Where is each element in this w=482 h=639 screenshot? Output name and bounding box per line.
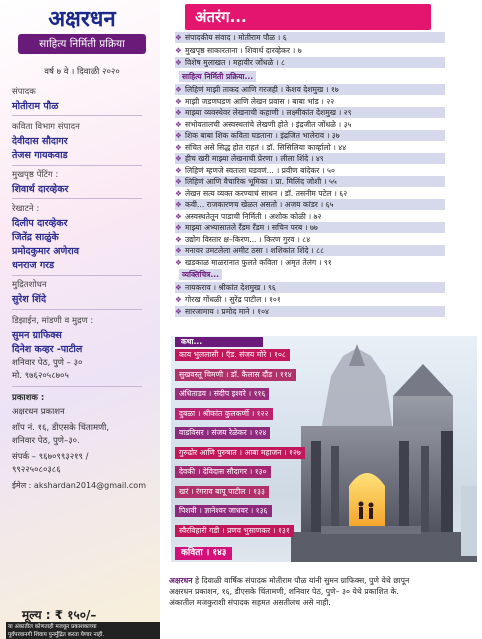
story-entry: खरं । रंगराव बापू पाटील । १३३ xyxy=(175,486,269,498)
contents-entry-text: मुखपृष्ठ साकारताना । शिवार्थ दारव्हेकर । ७ xyxy=(185,45,302,55)
bullet-icon: ❖ xyxy=(175,119,182,129)
story-entry: पिशवी । ज्ञानेश्वर जाधवर । १३६ xyxy=(175,505,272,517)
bullet-icon: ❖ xyxy=(175,188,182,198)
contents-entry xyxy=(175,142,445,153)
cover-label: मुखपृष्ठ पेंटिंग : xyxy=(12,170,59,180)
contents-entry-text: लिहिणं म्हणजे स्वतःला घडवणं... । प्रवीण बांदेकर । ५० xyxy=(185,165,335,175)
poetry-entry: कविता । १४३ xyxy=(175,547,232,560)
section-heading: व्यक्तिचित्र... xyxy=(179,269,222,280)
story-entry: वाडविसर । संजय रेळेकर । १२४ xyxy=(175,427,270,439)
bullet-icon: ❖ xyxy=(175,200,182,209)
contents-entry-text: उद्योग विस्तार क्ष–किरण... । किरण गुरव । ८४ xyxy=(185,234,311,244)
contents-entry-text: मनावर उमटलेला अमीट ठसा । शशिकांत शिंदे । ८८ xyxy=(185,246,325,255)
divider xyxy=(12,386,142,387)
contents-entry xyxy=(175,211,445,222)
story-entry: गुरुढोर आणि पुरुषात । आबा महाजन । १२७ xyxy=(175,447,305,459)
story-entry: काय भुललासी । ऍड. संजय मोरे । १०८ xyxy=(175,349,290,361)
design-studio: सुमन ग्राफिक्स xyxy=(12,330,62,341)
design-phone: मो. ९७६२०५८७०५ xyxy=(12,371,69,381)
logo-wordmark: अक्षरधन xyxy=(48,6,116,32)
divider xyxy=(12,309,142,310)
contact-phone-2: ९९२२५०८०३८६ xyxy=(12,465,61,475)
bullet-icon: ❖ xyxy=(175,246,182,255)
contents-entry-text: गोरख गोंधळी । सुरेंद्र पाटील । १०१ xyxy=(185,295,281,304)
editor-label: संपादक xyxy=(12,87,36,97)
contents-entry xyxy=(175,153,445,164)
story-entry: देवकी । देविदास सौदागर । १३० xyxy=(175,466,271,478)
copyright-line: या अंकातील कोणताही मजकूर प्रकाशकाच्या xyxy=(8,624,97,630)
contents-entry-text: सभोवतालची अस्वस्थतांचे लेखणी होते । इंद्रजीत जोंधळे । ३५ xyxy=(185,119,352,129)
contents-entry xyxy=(175,306,445,317)
contents-title: अंतरंग... xyxy=(195,8,247,26)
poetry-editor-2: तेजस गायकवाड xyxy=(12,150,68,161)
contact-email: ईमेल : akshardan2014@gmail.com xyxy=(12,481,146,490)
design-person: दिनेश कव्हर -पाटील xyxy=(12,344,83,355)
bullet-icon: ❖ xyxy=(175,33,182,42)
bullet-icon: ❖ xyxy=(175,45,182,55)
divider xyxy=(12,165,142,166)
bullet-icon: ❖ xyxy=(175,108,182,117)
contents-entry xyxy=(175,119,445,130)
bullet-icon: ❖ xyxy=(175,307,182,316)
publisher-name: अक्षरधन प्रकाशन xyxy=(12,407,65,417)
contents-entry xyxy=(175,107,445,118)
sketch-artist-4: धनराज गरड xyxy=(12,260,55,271)
story-entry: सुखवस्तू चिमणी । डॉ. कैलास दौंड । ११४ xyxy=(175,369,296,381)
contents-banner xyxy=(185,4,431,30)
proofreading-label: मुद्रितशोधन xyxy=(12,280,47,290)
contents-column xyxy=(165,0,482,639)
proofreader-name: सुरेश शिंदे xyxy=(12,294,47,305)
bullet-icon: ❖ xyxy=(175,58,182,67)
issue-line: वर्ष ७ वे । दिवाळी २०२० xyxy=(44,67,120,77)
contents-entry-text: माझी जडणघडण आणि लेखन प्रवास । बाबा भांड । २२ xyxy=(185,96,335,106)
copyright-line: पूर्वपरवानगी शिवाय पुनर्मुद्रित करता येणार नाही. xyxy=(8,632,105,638)
contents-entry xyxy=(175,32,445,43)
contents-entry xyxy=(175,165,445,176)
imprint-note xyxy=(169,575,479,608)
contents-entry-text: लिहिणं आणि वैचारिक भूमिका । प्रा. मिलिंद जोशी । ५५ xyxy=(185,177,337,186)
publisher-label: प्रकाशक : xyxy=(12,393,45,403)
bullet-icon: ❖ xyxy=(175,234,182,244)
contents-entry-text: संचित असे सिद्ध होत राहतं । डॉ. सिसिलिया कार्व्हालो । ४४ xyxy=(185,142,347,152)
bullet-icon: ❖ xyxy=(175,85,182,94)
bullet-icon: ❖ xyxy=(175,131,182,140)
contents-entry xyxy=(175,294,445,305)
imprint-line: अक्षरधन प्रकाशन, १६, डीएसके चिंतामणी, शनिवार पेठ, पुणे– ३० येथे प्रकाशित के. xyxy=(169,587,399,596)
section-heading: साहित्य निर्मिती प्रक्रिया... xyxy=(179,71,256,82)
bullet-icon: ❖ xyxy=(175,177,182,186)
sketch-artist-3: प्रमोदकुमार अणेराव xyxy=(12,246,79,257)
design-label: डिझाईन, मांडणी व मुद्रण : xyxy=(12,316,94,326)
poetry-editors-label: कविता विभाग संपादन xyxy=(12,122,80,132)
divider xyxy=(12,198,142,199)
story-entry: दुबळा । श्रीकांत कुलकर्णी । १२२ xyxy=(175,408,273,420)
contents-entry-text: हीच खरी माझ्या लेखनाची प्रेरणा । लीला शिंदे । ४९ xyxy=(185,154,324,163)
cover-artist: शिवार्थ दारव्हेकर xyxy=(12,184,69,195)
sketch-artist-1: दिलीप दारव्हेकर xyxy=(12,218,68,229)
contents-entry-text: शिक बाबा शिक कविता घडताना । इंद्रजित भालेराव । ३७ xyxy=(185,131,340,140)
contents-entry xyxy=(175,245,445,256)
sketch-artist-2: जितेंद्र साळुंके xyxy=(12,232,59,243)
contents-entry-text: माझ्या व्यवस्थेवर लेखनाची कहाणी । लक्ष्मीकांत देशमुख । २९ xyxy=(185,108,352,117)
editor-name: मोतीराम पौळ xyxy=(12,101,59,112)
design-address: शनिवार पेठ, पुणे – ३० xyxy=(12,358,83,368)
contents-entry-text: खडकाळ माळरानात फुलते कविता । अमृत तेलंग । ९१ xyxy=(185,257,332,267)
publisher-address-1: शॉप नं. १६, डीएसके चिंतामणी, xyxy=(12,423,110,433)
bullet-icon: ❖ xyxy=(175,295,182,304)
contact-phone-1: संपर्क – ९६७०९९३२१९ / xyxy=(12,452,89,462)
divider xyxy=(12,115,142,116)
bullet-icon: ❖ xyxy=(175,211,182,221)
divider xyxy=(12,275,142,276)
imprint-lead: अक्षरधन xyxy=(169,576,193,585)
contents-entry xyxy=(175,57,445,68)
story-entry: स्वैरविहारी गडी । प्रणव भुसाणकर । १३१ xyxy=(175,525,294,537)
contents-entry-text: सारजामाय । प्रमोद माने । १०४ xyxy=(185,307,269,316)
contents-entry xyxy=(175,282,445,293)
price: मूल्य : ₹ १५०/– xyxy=(22,608,97,622)
contents-entry xyxy=(175,96,445,107)
bullet-icon: ❖ xyxy=(175,154,182,163)
bullet-icon: ❖ xyxy=(175,165,182,175)
stories-section-heading: कथा... xyxy=(175,337,263,347)
contents-entry xyxy=(175,188,445,199)
contents-entry xyxy=(175,257,445,268)
bullet-icon: ❖ xyxy=(175,223,182,232)
contents-entry-text: अस्वस्थतेतून पाडाची निर्मिती । अशोक कोळी । ७२ xyxy=(185,211,322,221)
contents-entry-text: कवी... राजकारणच खेळत असतो । अजय कांडर । ६५ xyxy=(185,200,334,209)
bullet-icon: ❖ xyxy=(175,142,182,152)
contents-entry-text: लिहिणं माझी ताकद आणि गरजही । केशव देशमुख । १७ xyxy=(185,85,339,94)
imprint-line: हे दिवाळी वार्षिक संपादक मोतीराम पौळ यांनी सुमन ग्राफिक्स, पुणे येथे छापून xyxy=(192,576,410,585)
contents-entry xyxy=(175,222,445,233)
logo-tagline: साहित्य निर्मिती प्रक्रिया xyxy=(18,34,146,54)
sketches-label: रेखाटने : xyxy=(12,204,40,214)
contents-entry-text: नायकराव । श्रीकांत देशमुख । ९६ xyxy=(185,283,276,292)
imprint-line: अंकातील मजकुराशी संपादक सहमत असतीलच असे नाही. xyxy=(169,598,331,607)
poetry-editor-1: देवीदास सौदागर xyxy=(12,136,68,147)
story-entry: अंधिताडव । संदीप इश्वरे । ११६ xyxy=(175,388,269,400)
publisher-address-2: शनिवार पेठ, पुणे–३०. xyxy=(12,436,80,446)
masthead-logo xyxy=(18,6,146,54)
contents-entry xyxy=(175,199,445,210)
bullet-icon: ❖ xyxy=(175,257,182,267)
contents-entry xyxy=(175,45,445,56)
contents-entry xyxy=(175,84,445,95)
copyright-notice xyxy=(6,622,160,639)
contents-entry xyxy=(175,234,445,245)
contents-entry-text: माझ्या अभ्यासातले रँडम रँडम । सचिन परब । ७७ xyxy=(185,223,318,232)
contents-entry-text: संपादकीय संवाद । मोतीराम पौळ । ६ xyxy=(185,33,287,42)
contents-entry xyxy=(175,176,445,187)
contents-entry-text: लेखन सत्य व्यक्त करण्याचं साधन । डॉ. तसनीम पटेल । ६२ xyxy=(185,188,348,198)
bullet-icon: ❖ xyxy=(175,283,182,292)
contents-entry-text: विशेष मुलाखत । महावीर जोंधळे । ८ xyxy=(185,58,286,67)
bullet-icon: ❖ xyxy=(175,96,182,106)
credits-column xyxy=(0,0,160,639)
contents-entry xyxy=(175,130,445,141)
